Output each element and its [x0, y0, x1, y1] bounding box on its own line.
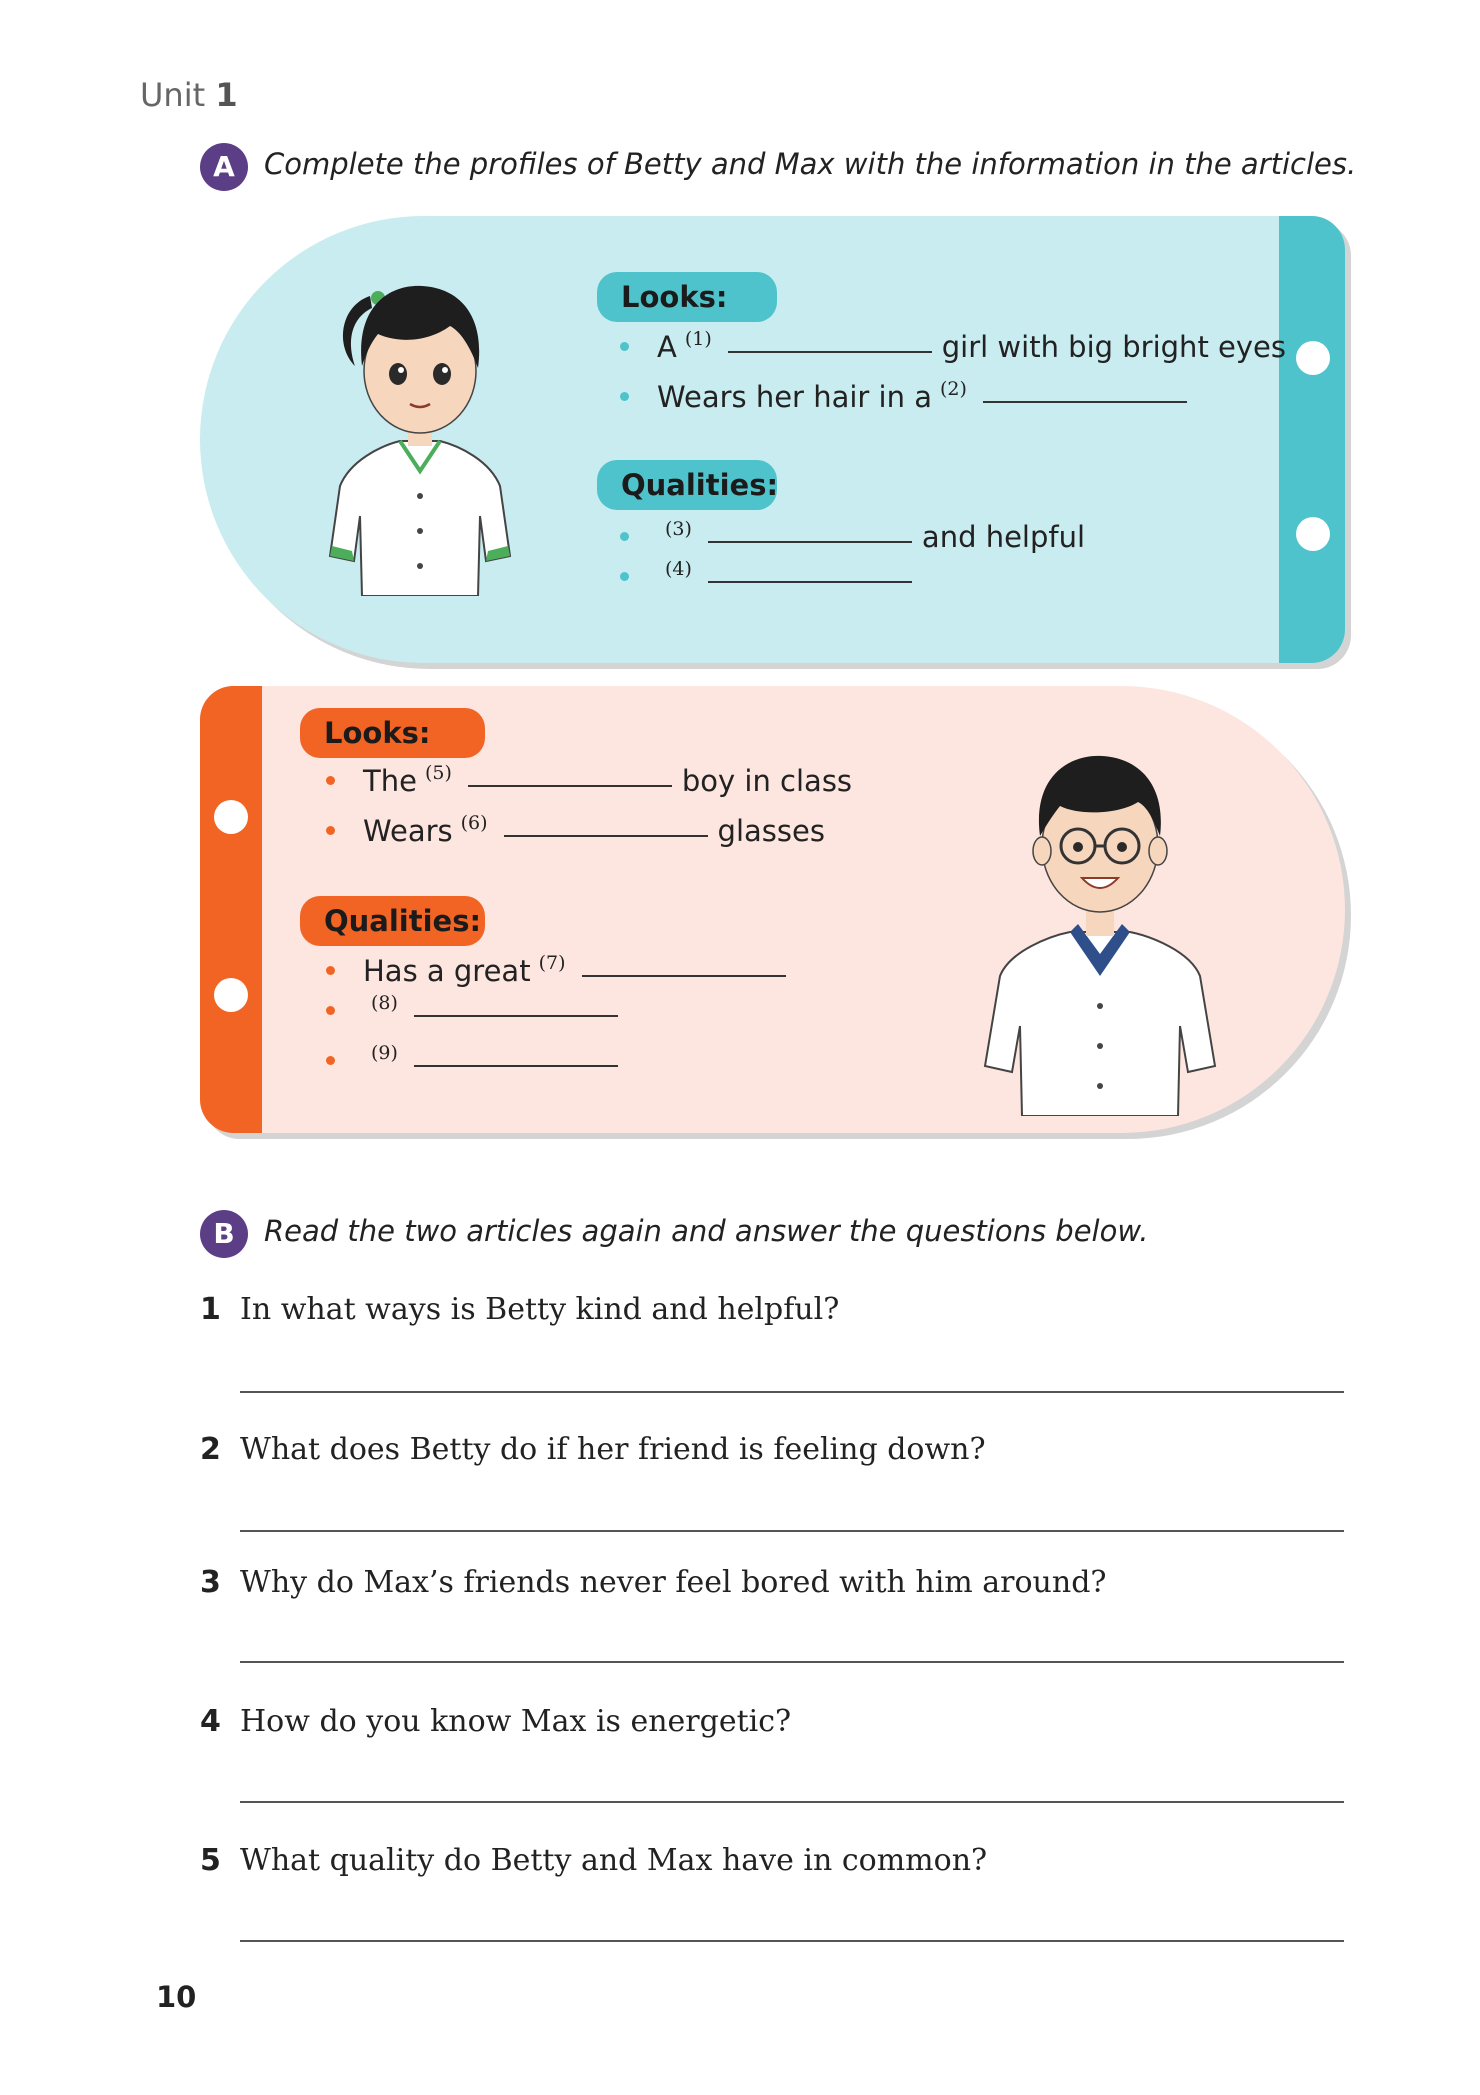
- bullet-dot: [326, 1056, 335, 1065]
- section-b-badge: B: [200, 1210, 248, 1258]
- unit-label: Unit: [140, 76, 206, 114]
- binder-hole: [1296, 341, 1330, 375]
- question-number: 4: [200, 1704, 221, 1739]
- answer-line-1[interactable]: [240, 1391, 1344, 1393]
- item-text: boy in class: [681, 764, 853, 798]
- betty-qualities-item-2: [620, 558, 922, 592]
- answer-blank-2[interactable]: [983, 400, 1187, 403]
- question-1: [200, 1292, 839, 1327]
- blank-number: (1): [684, 328, 712, 350]
- blank-number: (9): [371, 1042, 398, 1064]
- max-qualities-item-1: [326, 954, 796, 988]
- betty-looks-label: Looks:: [597, 272, 777, 322]
- betty-card-strip: [1279, 216, 1345, 663]
- binder-hole: [214, 978, 248, 1012]
- betty-qualities-item-1: [620, 520, 1085, 554]
- max-looks-item-1: [326, 764, 852, 798]
- blank-number: (2): [939, 378, 967, 400]
- max-looks-label: Looks:: [300, 708, 485, 758]
- betty-looks-item-1: [620, 330, 1286, 364]
- max-card-strip: [200, 686, 262, 1133]
- question-number: 3: [200, 1565, 221, 1600]
- answer-blank-4[interactable]: [708, 580, 912, 583]
- betty-profile-card: [200, 216, 1345, 663]
- bullet-dot: [620, 342, 629, 351]
- blank-number: (6): [460, 812, 488, 834]
- question-text: Why do Max’s friends never feel bored with him around?: [240, 1565, 1107, 1600]
- max-qualities-label: Qualities:: [300, 896, 485, 946]
- binder-hole: [214, 800, 248, 834]
- question-5: [200, 1843, 987, 1878]
- answer-line-3[interactable]: [240, 1661, 1344, 1663]
- max-illustration: [970, 736, 1230, 1116]
- question-number: 5: [200, 1843, 221, 1878]
- item-text: girl with big bright eyes: [941, 330, 1286, 364]
- unit-heading: [140, 76, 238, 114]
- max-looks-item-2: [326, 814, 825, 848]
- question-2: [200, 1432, 986, 1467]
- blank-number: (4): [665, 558, 692, 580]
- item-text: glasses: [717, 814, 825, 848]
- item-text: A: [657, 330, 677, 364]
- answer-blank-8[interactable]: [414, 1014, 618, 1017]
- question-text: What does Betty do if her friend is feeling down?: [240, 1432, 986, 1467]
- binder-hole: [1296, 517, 1330, 551]
- item-text: and helpful: [921, 520, 1086, 554]
- bullet-dot: [326, 826, 335, 835]
- max-profile-card: [200, 686, 1345, 1133]
- section-a-badge: A: [200, 143, 248, 191]
- blank-number: (3): [665, 518, 692, 540]
- max-qualities-item-2: [326, 992, 628, 1026]
- question-4: [200, 1704, 791, 1739]
- item-text: Wears her hair in a: [657, 380, 932, 414]
- answer-blank-5[interactable]: [468, 784, 672, 787]
- question-text: What quality do Betty and Max have in common?: [240, 1843, 988, 1878]
- answer-line-2[interactable]: [240, 1530, 1344, 1532]
- answer-blank-1[interactable]: [728, 350, 932, 353]
- question-text: How do you know Max is energetic?: [240, 1704, 792, 1739]
- question-3: [200, 1565, 1106, 1600]
- question-number: 1: [200, 1292, 221, 1327]
- answer-blank-6[interactable]: [504, 834, 708, 837]
- bullet-dot: [620, 392, 629, 401]
- blank-number: (8): [371, 992, 398, 1014]
- item-text: The: [363, 764, 417, 798]
- betty-looks-item-2: [620, 380, 1197, 414]
- betty-qualities-label: Qualities:: [597, 460, 777, 510]
- section-a-instruction: Complete the profiles of Betty and Max with the information in the articles.: [264, 147, 1357, 181]
- blank-number: (7): [538, 952, 566, 974]
- item-text: Has a great: [363, 954, 531, 988]
- item-text: Wears: [363, 814, 453, 848]
- answer-line-5[interactable]: [240, 1940, 1344, 1942]
- question-number: 2: [200, 1432, 221, 1467]
- bullet-dot: [326, 1006, 335, 1015]
- bullet-dot: [620, 572, 629, 581]
- bullet-dot: [326, 776, 335, 785]
- bullet-dot: [326, 966, 335, 975]
- question-text: In what ways is Betty kind and helpful?: [240, 1292, 840, 1327]
- answer-line-4[interactable]: [240, 1801, 1344, 1803]
- answer-blank-7[interactable]: [582, 974, 786, 977]
- answer-blank-9[interactable]: [414, 1064, 618, 1067]
- section-b-instruction: Read the two articles again and answer the questions below.: [264, 1214, 1149, 1248]
- bullet-dot: [620, 532, 629, 541]
- answer-blank-3[interactable]: [708, 540, 912, 543]
- unit-number: 1: [215, 76, 238, 114]
- max-qualities-item-3: [326, 1042, 628, 1076]
- blank-number: (5): [424, 762, 452, 784]
- betty-illustration: [300, 256, 540, 596]
- page-number: 10: [156, 1980, 197, 2014]
